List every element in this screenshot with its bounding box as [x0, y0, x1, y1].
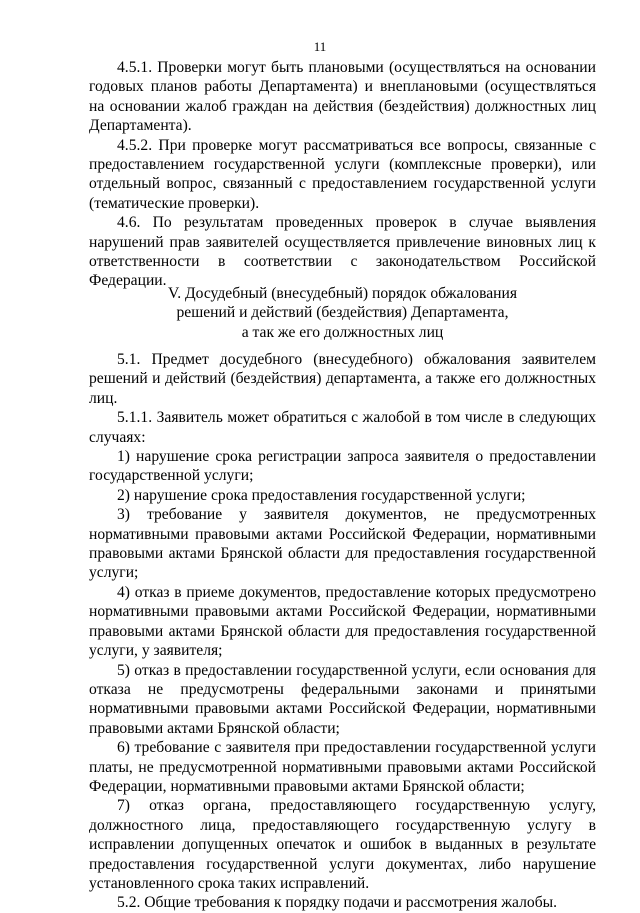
page-number: 11 — [313, 39, 327, 54]
paragraph-5-1: 5.1. Предмет досудебного (внесудебного) обжалования заявителем решений и действий (бездействия) департамента, а также его должностных лиц. — [89, 351, 596, 407]
section-4-text — [89, 58, 596, 291]
list-item-1: 1) нарушение срока регистрации запроса заявителя о предоставлении государственной услуги; — [89, 448, 596, 485]
list-item-4: 4) отказ в приеме документов, предоставление которых предусмотрено нормативными правовыми актами Российской Федерации, нормативными правовыми актами Брянской области для предоставления государственной услуги, у заявителя; — [89, 583, 596, 660]
section-heading-line-3: а так же его должностных лиц — [241, 323, 444, 341]
list-item-7: 7) отказ органа, предоставляющего государственную услугу, должностного лица, предоставляющего государственную услугу в исправлении допущенных опечаток и ошибок в выданных в результате предоставления государственной услуги документах, либо нарушение установленного срока таких исправлений. — [89, 797, 596, 892]
list-item-5: 5) отказ в предоставлении государственной услуги, если основания для отказа не предусмотрены федеральными законами и принятыми нормативными правовыми актами Российской Федерации, нормативными правовыми актами Брянской области; — [89, 661, 596, 737]
paragraph-4-5-1: 4.5.1. Проверки могут быть плановыми (осуществляться на основании годовых планов работы Департамента) и внеплановыми (осуществляться на основании жалоб граждан на действия (бездействия) должностных лиц Департамента). — [89, 59, 596, 135]
list-item-2: 2) нарушение срока предоставления государственной услуги; — [117, 486, 526, 504]
section-heading — [89, 284, 596, 342]
section-5-text — [89, 350, 596, 913]
paragraph-4-6: 4.6. По результатам проведенных проверок в случае выявления нарушений прав заявителей осуществляется привлечение виновных лиц к ответственности в соответствии с законодательством Российской Федерации. — [89, 214, 596, 290]
paragraph-5-2: 5.2. Общие требования к порядку подачи и рассмотрения жалобы. — [117, 894, 557, 912]
section-heading-line-1: V. Досудебный (внесудебный) порядок обжалования — [167, 285, 518, 302]
paragraph-5-1-1: 5.1.1. Заявитель может обратиться с жалобой в том числе в следующих случаях: — [89, 409, 596, 446]
list-item-6: 6) требование с заявителя при предоставлении государственной услуги платы, не предусмотренной нормативными правовыми актами Российской Федерации, нормативными правовыми актами Брянской области; — [89, 739, 596, 795]
list-item-3: 3) требование у заявителя документов, не предусмотренных нормативными правовыми актами Российской Федерации, нормативными правовыми актами Брянской области для предоставления государственной услуги; — [89, 506, 596, 582]
paragraph-4-5-2: 4.5.2. При проверке могут рассматриваться все вопросы, связанные с предоставлением государственной услуги (комплексные проверки), или отдельный вопрос, связанный с предоставлением государственной услуги (тематические проверки). — [89, 136, 596, 212]
section-heading-line-2: решений и действий (бездействия) Департамента, — [176, 304, 509, 322]
